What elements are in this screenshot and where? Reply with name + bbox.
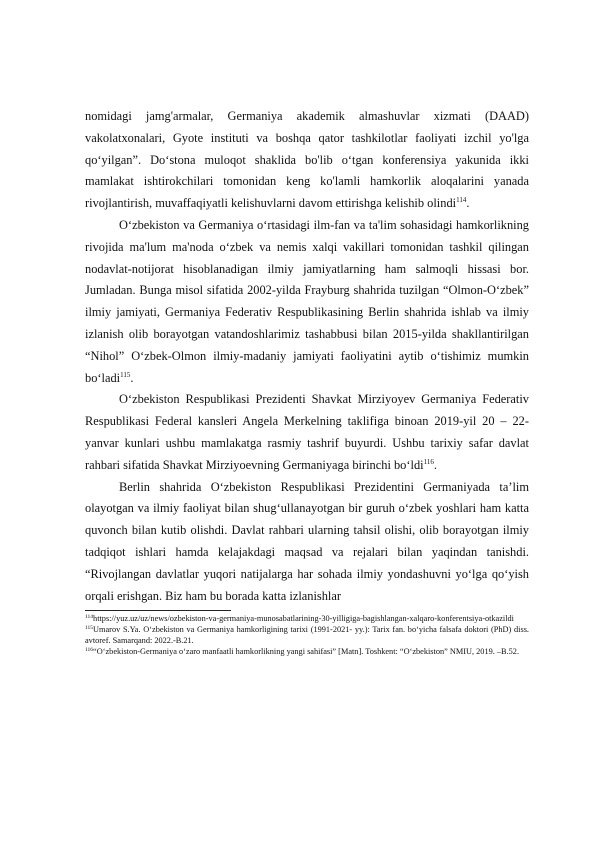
- paragraph-3: [85, 389, 529, 476]
- footnote-link[interactable]: https://yuz.uz/uz/news/ozbekiston-va-germaniya-munosabatlarining-30-yilligiga-bagishlangan-xalqaro-konferentsiya-otkazildi: [93, 614, 514, 624]
- paragraph-tail: .: [130, 370, 134, 385]
- paragraph-text: O‘zbekiston Respublikasi Prezidenti Shavkat Mirziyoyev Germaniya Federativ Respublikasi Federal kansleri Angela Merkelning taklifiga binoan 2019-yil 20 – 22-yanvar kunlari ushbu mamlakatga rasmiy tashrif buyurdi. Ushbu tarixiy safar davlat rahbari sifatida Shavkat Mirziyoevning Germaniyaga birinchi bo‘ldi: [85, 392, 529, 472]
- paragraph-text: O‘zbekiston va Germaniya o‘rtasidagi ilm-fan va ta'lim sohasidagi hamkorlikning rivojida ma'lum ma'noda o‘zbek va nemis xalqi vakillari tomonidan tashkil qilingan nodavlat-notijorat hisoblanadigan ilmiy jamiyatlarning ham salmoqli hissasi bor. Jumladan. Bunga misol sifatida 2002-yilda Frayburg shahrida tuzilgan “Olmon-O‘zbek” ilmiy jamiyati, Germaniya Federativ Respublikasining Berlin shahrida ishlab va ilmiy izlanish olib borayotgan vatandoshlarimiz tashabbusi bilan 2015-yilda shakllantirilgan “Nihol” O‘zbek-Olmon ilmiy-madaniy jamiyati faoliyatini aytib o‘tishimiz mumkin bo‘ladi: [85, 217, 529, 385]
- paragraph-4: [85, 477, 529, 608]
- paragraph-2: [85, 215, 529, 389]
- footnote-115: [85, 625, 529, 647]
- footnote-number: 115: [85, 625, 94, 632]
- footnote-116: [85, 647, 529, 658]
- paragraph-1: [85, 106, 529, 215]
- paragraph-tail: .: [466, 196, 470, 211]
- footnote-ref[interactable]: 115: [120, 370, 131, 379]
- footnote-114: [85, 614, 529, 625]
- footnote-text: “O‘zbekiston-Germaniya o‘zaro manfaatli hamkorlikning yangi sahifasi” [Matn]. Toshkent: “O‘zbekiston” NMIU, 2019. –B.52.: [93, 646, 520, 656]
- paragraph-text: Berlin shahrida O‘zbekiston Respublikasi Prezidentini Germaniyada ta’lim olayotgan va ilmiy faoliyat bilan shug‘ullanayotgan bir guruh o‘zbek yoshlari ham katta quvonch bilan kutib olishdi. Davlat rahbari ularning tahsil olishi, olib borayotgan ilmiy tadqiqot ishlari hamda kelajakdagi maqsad va rejalari bilan yaqindan tanishdi. “Rivojlangan davlatlar yuqori natijalarga har sohada ilmiy yondashuvni yo‘lga qo‘yish orqali erishgan. Biz ham bu borada katta izlanishlar: [85, 479, 529, 603]
- footnote-number: 114: [85, 614, 94, 621]
- footnote-ref[interactable]: 114: [456, 196, 467, 205]
- footnotes: [85, 614, 529, 657]
- footnote-ref[interactable]: 116: [423, 457, 434, 466]
- footnote-divider: [85, 610, 231, 611]
- paragraph-text: nomidagi jamg'armalar, Germaniya akademik almashuvlar xizmati (DAAD) vakolatxonalari, Gyote instituti va boshqa qator tashkilotlar faoliyati izchil yo'lga qo‘yilgan”. Do‘stona muloqot shaklida bo'lib o‘tgan konferensiya yakunida ikki mamlakat ishtirokchilari tomonidan keng ko'lamli hamkorlik aloqalarini yanada rivojlantirish, muvaffaqiyatli kelishuvlarni davom ettirishga kelishib olindi: [85, 109, 529, 211]
- document-page: [85, 106, 529, 658]
- paragraph-tail: .: [433, 457, 437, 472]
- footnote-text: Umarov S.Ya. O‘zbekiston va Germaniya hamkorligining tarixi (1991-2021- yy.): Tarix fan. bo‘yicha falsafa doktori (PhD) diss. avtoref. Samarqand: 2022.-B.21.: [85, 625, 529, 645]
- footnote-number: 116: [85, 646, 94, 653]
